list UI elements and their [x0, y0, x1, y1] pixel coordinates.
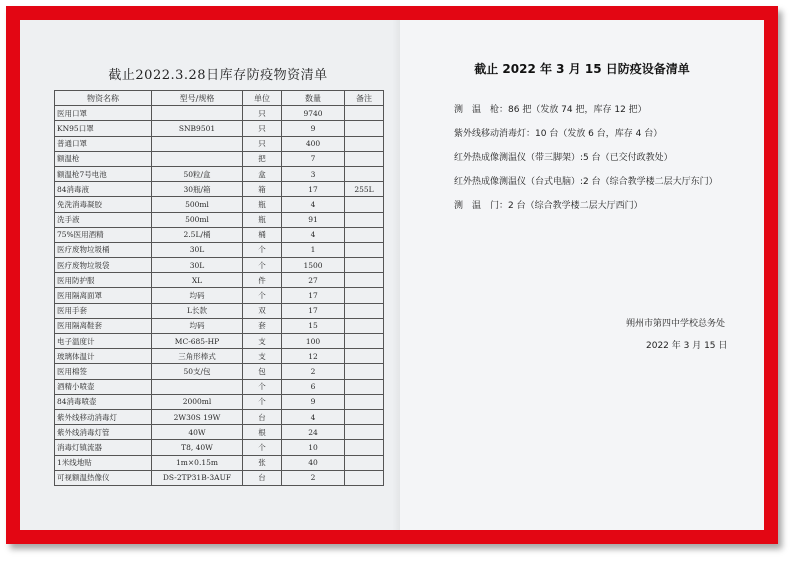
table-row — [55, 334, 384, 349]
table-cell: MC-685-HP — [152, 334, 243, 349]
red-photo-frame — [6, 6, 778, 544]
table-cell: 1500 — [282, 258, 345, 273]
table-cell: 包 — [243, 364, 282, 379]
table-row — [55, 379, 384, 394]
table-cell: 个 — [243, 394, 282, 409]
table-cell: 酒精小喷壶 — [55, 379, 152, 394]
table-cell: 医用防护服 — [55, 273, 152, 288]
table-cell: 17 — [282, 288, 345, 303]
inventory-title: 截止2022.3.28日库存防疫物资清单 — [108, 68, 328, 83]
table-cell: 50粒/盒 — [152, 166, 243, 181]
table-cell: 消毒灯镇流器 — [55, 440, 152, 455]
table-cell: 1m×0.15m — [152, 455, 243, 470]
table-cell: 9740 — [282, 106, 345, 121]
table-cell: 只 — [243, 136, 282, 151]
table-cell: 2W30S 19W — [152, 409, 243, 424]
table-row — [55, 242, 384, 257]
table-cell — [345, 334, 384, 349]
table-cell: 6 — [282, 379, 345, 394]
equipment-title: 截止 2022 年 3 月 15 日防疫设备清单 — [474, 62, 690, 76]
table-cell — [152, 151, 243, 166]
table-row — [55, 136, 384, 151]
table-cell: 台 — [243, 409, 282, 424]
table-cell: 30L — [152, 258, 243, 273]
table-cell: 10 — [282, 440, 345, 455]
table-row — [55, 425, 384, 440]
table-cell: 17 — [282, 303, 345, 318]
table-cell: 50支/包 — [152, 364, 243, 379]
table-cell: 84消毒喷壶 — [55, 394, 152, 409]
table-cell: 400 — [282, 136, 345, 151]
table-cell: 洗手液 — [55, 212, 152, 227]
table-cell: DS-2TP31B-3AUF — [152, 470, 243, 485]
table-cell: 普通口罩 — [55, 136, 152, 151]
table-row — [55, 212, 384, 227]
table-cell: 只 — [243, 121, 282, 136]
table-cell — [345, 455, 384, 470]
table-row — [55, 197, 384, 212]
table-cell — [152, 136, 243, 151]
table-cell: 4 — [282, 409, 345, 424]
table-cell — [345, 349, 384, 364]
table-cell — [345, 273, 384, 288]
table-row — [55, 182, 384, 197]
table-cell: 255L — [345, 182, 384, 197]
table-cell: 医疗废物垃圾袋 — [55, 258, 152, 273]
table-cell: 27 — [282, 273, 345, 288]
table-cell: 个 — [243, 242, 282, 257]
table-cell: 双 — [243, 303, 282, 318]
table-cell: 75%医用酒精 — [55, 227, 152, 242]
table-cell: 40 — [282, 455, 345, 470]
table-cell — [345, 106, 384, 121]
table-cell: 个 — [243, 258, 282, 273]
table-cell: 支 — [243, 334, 282, 349]
table-row — [55, 470, 384, 485]
table-row — [55, 455, 384, 470]
equipment-line: 红外热成像测温仪（带三脚架）:5 台（已交付政教处） — [454, 153, 673, 163]
table-cell: 免洗消毒凝胶 — [55, 197, 152, 212]
table-cell: KN95口罩 — [55, 121, 152, 136]
table-cell — [345, 197, 384, 212]
table-cell: 个 — [243, 379, 282, 394]
table-row — [55, 409, 384, 424]
table-cell: XL — [152, 273, 243, 288]
table-cell: 1米线地贴 — [55, 455, 152, 470]
equipment-line: 红外热成像测温仪（台式电脑）:2 台（综合教学楼二层大厅东门） — [454, 177, 718, 187]
equipment-line: 测 温 枪：86 把（发放 74 把，库存 12 把） — [454, 105, 647, 115]
table-row — [55, 394, 384, 409]
table-cell: 2000ml — [152, 394, 243, 409]
table-cell: 17 — [282, 182, 345, 197]
table-cell — [345, 470, 384, 485]
table-cell: 紫外线移动消毒灯 — [55, 409, 152, 424]
table-cell: 医用隔离鞋套 — [55, 318, 152, 333]
table-cell: 玻璃体温计 — [55, 349, 152, 364]
table-cell: 医疗废物垃圾桶 — [55, 242, 152, 257]
table-cell: 500ml — [152, 212, 243, 227]
table-cell: 把 — [243, 151, 282, 166]
table-cell: 医用棉签 — [55, 364, 152, 379]
table-cell — [152, 106, 243, 121]
table-cell: L长款 — [152, 303, 243, 318]
table-cell: 1 — [282, 242, 345, 257]
table-cell: 2 — [282, 364, 345, 379]
table-cell: 91 — [282, 212, 345, 227]
table-row — [55, 121, 384, 136]
table-cell: 箱 — [243, 182, 282, 197]
equipment-line: 紫外线移动消毒灯：10 台（发放 6 台，库存 4 台） — [454, 129, 663, 139]
table-cell: 100 — [282, 334, 345, 349]
table-cell: 根 — [243, 425, 282, 440]
table-cell: 30L — [152, 242, 243, 257]
table-cell: 7 — [282, 151, 345, 166]
table-cell: 三角形棒式 — [152, 349, 243, 364]
table-cell: 个 — [243, 288, 282, 303]
inventory-table — [54, 90, 384, 486]
table-cell: 医用隔离面罩 — [55, 288, 152, 303]
table-row — [55, 349, 384, 364]
table-row — [55, 273, 384, 288]
table-cell: SNB9501 — [152, 121, 243, 136]
table-cell: 医用手套 — [55, 303, 152, 318]
table-row — [55, 303, 384, 318]
table-cell: 均码 — [152, 288, 243, 303]
signature-date: 2022 年 3 月 15 日 — [646, 341, 728, 351]
table-cell: 件 — [243, 273, 282, 288]
table-cell — [345, 440, 384, 455]
table-row — [55, 288, 384, 303]
table-cell: 瓶 — [243, 212, 282, 227]
table-cell: 4 — [282, 197, 345, 212]
table-cell — [345, 212, 384, 227]
header-remark: 备注 — [345, 91, 384, 106]
header-unit: 单位 — [243, 91, 282, 106]
table-row — [55, 227, 384, 242]
table-cell: 均码 — [152, 318, 243, 333]
signature-office: 朔州市第四中学校总务处 — [626, 319, 726, 329]
table-cell: 电子温度计 — [55, 334, 152, 349]
table-cell: 额温枪 — [55, 151, 152, 166]
table-cell: 紫外线消毒灯管 — [55, 425, 152, 440]
table-cell: 只 — [243, 106, 282, 121]
table-cell — [345, 303, 384, 318]
table-cell — [345, 258, 384, 273]
table-cell: 医用口罩 — [55, 106, 152, 121]
table-cell: 2 — [282, 470, 345, 485]
table-cell: 84消毒液 — [55, 182, 152, 197]
table-cell — [345, 136, 384, 151]
table-cell: 个 — [243, 440, 282, 455]
table-cell: T8, 40W — [152, 440, 243, 455]
table-cell: 桶 — [243, 227, 282, 242]
table-cell: 瓶 — [243, 197, 282, 212]
equipment-line: 测 温 门：2 台（综合教学楼二层大厅西门） — [454, 201, 643, 211]
table-cell: 9 — [282, 394, 345, 409]
table-cell — [345, 242, 384, 257]
table-cell — [345, 121, 384, 136]
inventory-body — [55, 106, 384, 486]
document-photo — [20, 20, 764, 530]
header-qty: 数量 — [282, 91, 345, 106]
table-cell: 套 — [243, 318, 282, 333]
table-cell: 500ml — [152, 197, 243, 212]
table-cell — [345, 425, 384, 440]
table-cell — [152, 379, 243, 394]
table-cell: 台 — [243, 470, 282, 485]
table-cell: 盒 — [243, 166, 282, 181]
table-row — [55, 364, 384, 379]
table-cell: 15 — [282, 318, 345, 333]
table-cell: 9 — [282, 121, 345, 136]
table-cell: 3 — [282, 166, 345, 181]
header-spec: 型号/规格 — [152, 91, 243, 106]
table-row — [55, 106, 384, 121]
table-cell: 支 — [243, 349, 282, 364]
table-cell: 4 — [282, 227, 345, 242]
table-cell — [345, 227, 384, 242]
table-cell — [345, 394, 384, 409]
table-cell — [345, 166, 384, 181]
table-cell: 额温枪7号电池 — [55, 166, 152, 181]
table-cell — [345, 364, 384, 379]
table-cell — [345, 379, 384, 394]
table-cell — [345, 409, 384, 424]
table-header-row — [55, 91, 384, 106]
table-row — [55, 258, 384, 273]
table-cell — [345, 318, 384, 333]
table-cell: 2.5L/桶 — [152, 227, 243, 242]
header-name: 物资名称 — [55, 91, 152, 106]
table-row — [55, 440, 384, 455]
left-page — [20, 20, 400, 530]
table-cell: 可视额温热像仪 — [55, 470, 152, 485]
table-cell — [345, 151, 384, 166]
table-row — [55, 166, 384, 181]
table-cell: 12 — [282, 349, 345, 364]
table-row — [55, 151, 384, 166]
table-cell: 30瓶/箱 — [152, 182, 243, 197]
right-page — [400, 20, 764, 530]
table-cell — [345, 288, 384, 303]
table-cell: 张 — [243, 455, 282, 470]
table-cell: 40W — [152, 425, 243, 440]
table-row — [55, 318, 384, 333]
table-cell: 24 — [282, 425, 345, 440]
